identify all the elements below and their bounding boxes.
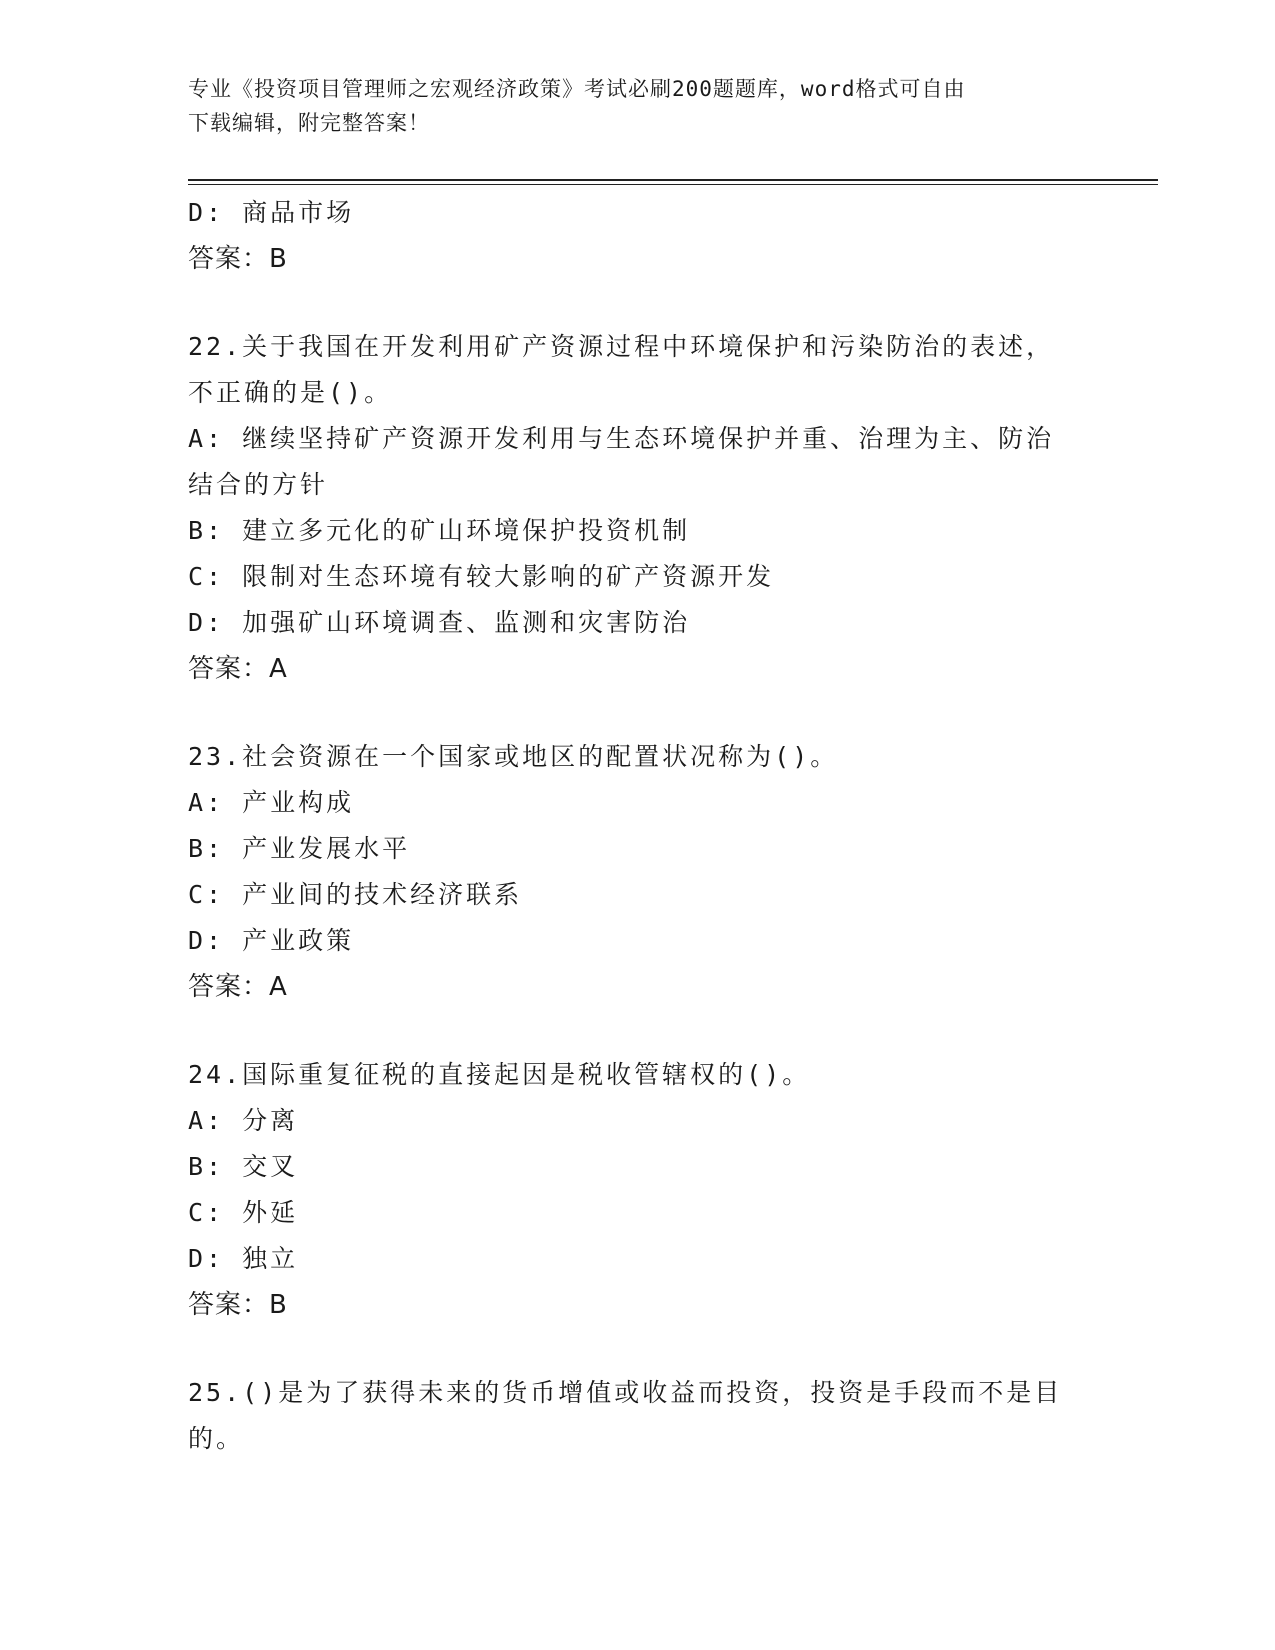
header-line-2: 下载编辑，附完整答案！	[188, 111, 430, 135]
header-divider-thin	[188, 184, 1158, 185]
question-stem-continued: 不正确的是()。	[188, 378, 393, 407]
option-a: A: 继续坚持矿产资源开发利用与生态环境保护并重、治理为主、防治	[188, 424, 1055, 453]
option-d: D: 商品市场	[188, 198, 355, 227]
answer-line: 答案：B	[188, 1290, 288, 1320]
question-23	[188, 734, 1088, 1010]
question-24	[188, 1052, 1088, 1328]
option-c: C: 限制对生态环境有较大影响的矿产资源开发	[188, 562, 775, 591]
option-d: D: 产业政策	[188, 926, 355, 955]
header-line-1: 专业《投资项目管理师之宏观经济政策》考试必刷200题题库，word格式可自由	[188, 77, 966, 101]
option-b: B: 交叉	[188, 1152, 299, 1181]
question-stem: 24.国际重复征税的直接起因是税收管辖权的()。	[188, 1060, 811, 1089]
option-b: B: 建立多元化的矿山环境保护投资机制	[188, 516, 691, 545]
question-21-fragment	[188, 190, 1088, 282]
question-stem: 22.关于我国在开发利用矿产资源过程中环境保护和污染防治的表述，	[188, 332, 1055, 361]
question-25	[188, 1370, 1088, 1462]
option-c: C: 产业间的技术经济联系	[188, 880, 523, 909]
answer-line: 答案：A	[188, 654, 288, 684]
option-b: B: 产业发展水平	[188, 834, 411, 863]
question-stem: 25.()是为了获得未来的货币增值或收益而投资，投资是手段而不是目	[188, 1378, 1063, 1407]
question-22	[188, 324, 1088, 692]
option-d: D: 独立	[188, 1244, 299, 1273]
answer-line: 答案：A	[188, 972, 288, 1002]
answer-line: 答案：B	[188, 244, 288, 274]
option-a-continued: 结合的方针	[188, 470, 329, 499]
header-divider-thick	[188, 179, 1158, 181]
option-a: A: 产业构成	[188, 788, 355, 817]
question-list	[188, 190, 1088, 1462]
option-c: C: 外延	[188, 1198, 299, 1227]
question-stem: 23.社会资源在一个国家或地区的配置状况称为()。	[188, 742, 839, 771]
option-d: D: 加强矿山环境调查、监测和灾害防治	[188, 608, 691, 637]
document-header	[188, 72, 1088, 140]
option-a: A: 分离	[188, 1106, 299, 1135]
question-stem-continued: 的。	[188, 1424, 245, 1453]
